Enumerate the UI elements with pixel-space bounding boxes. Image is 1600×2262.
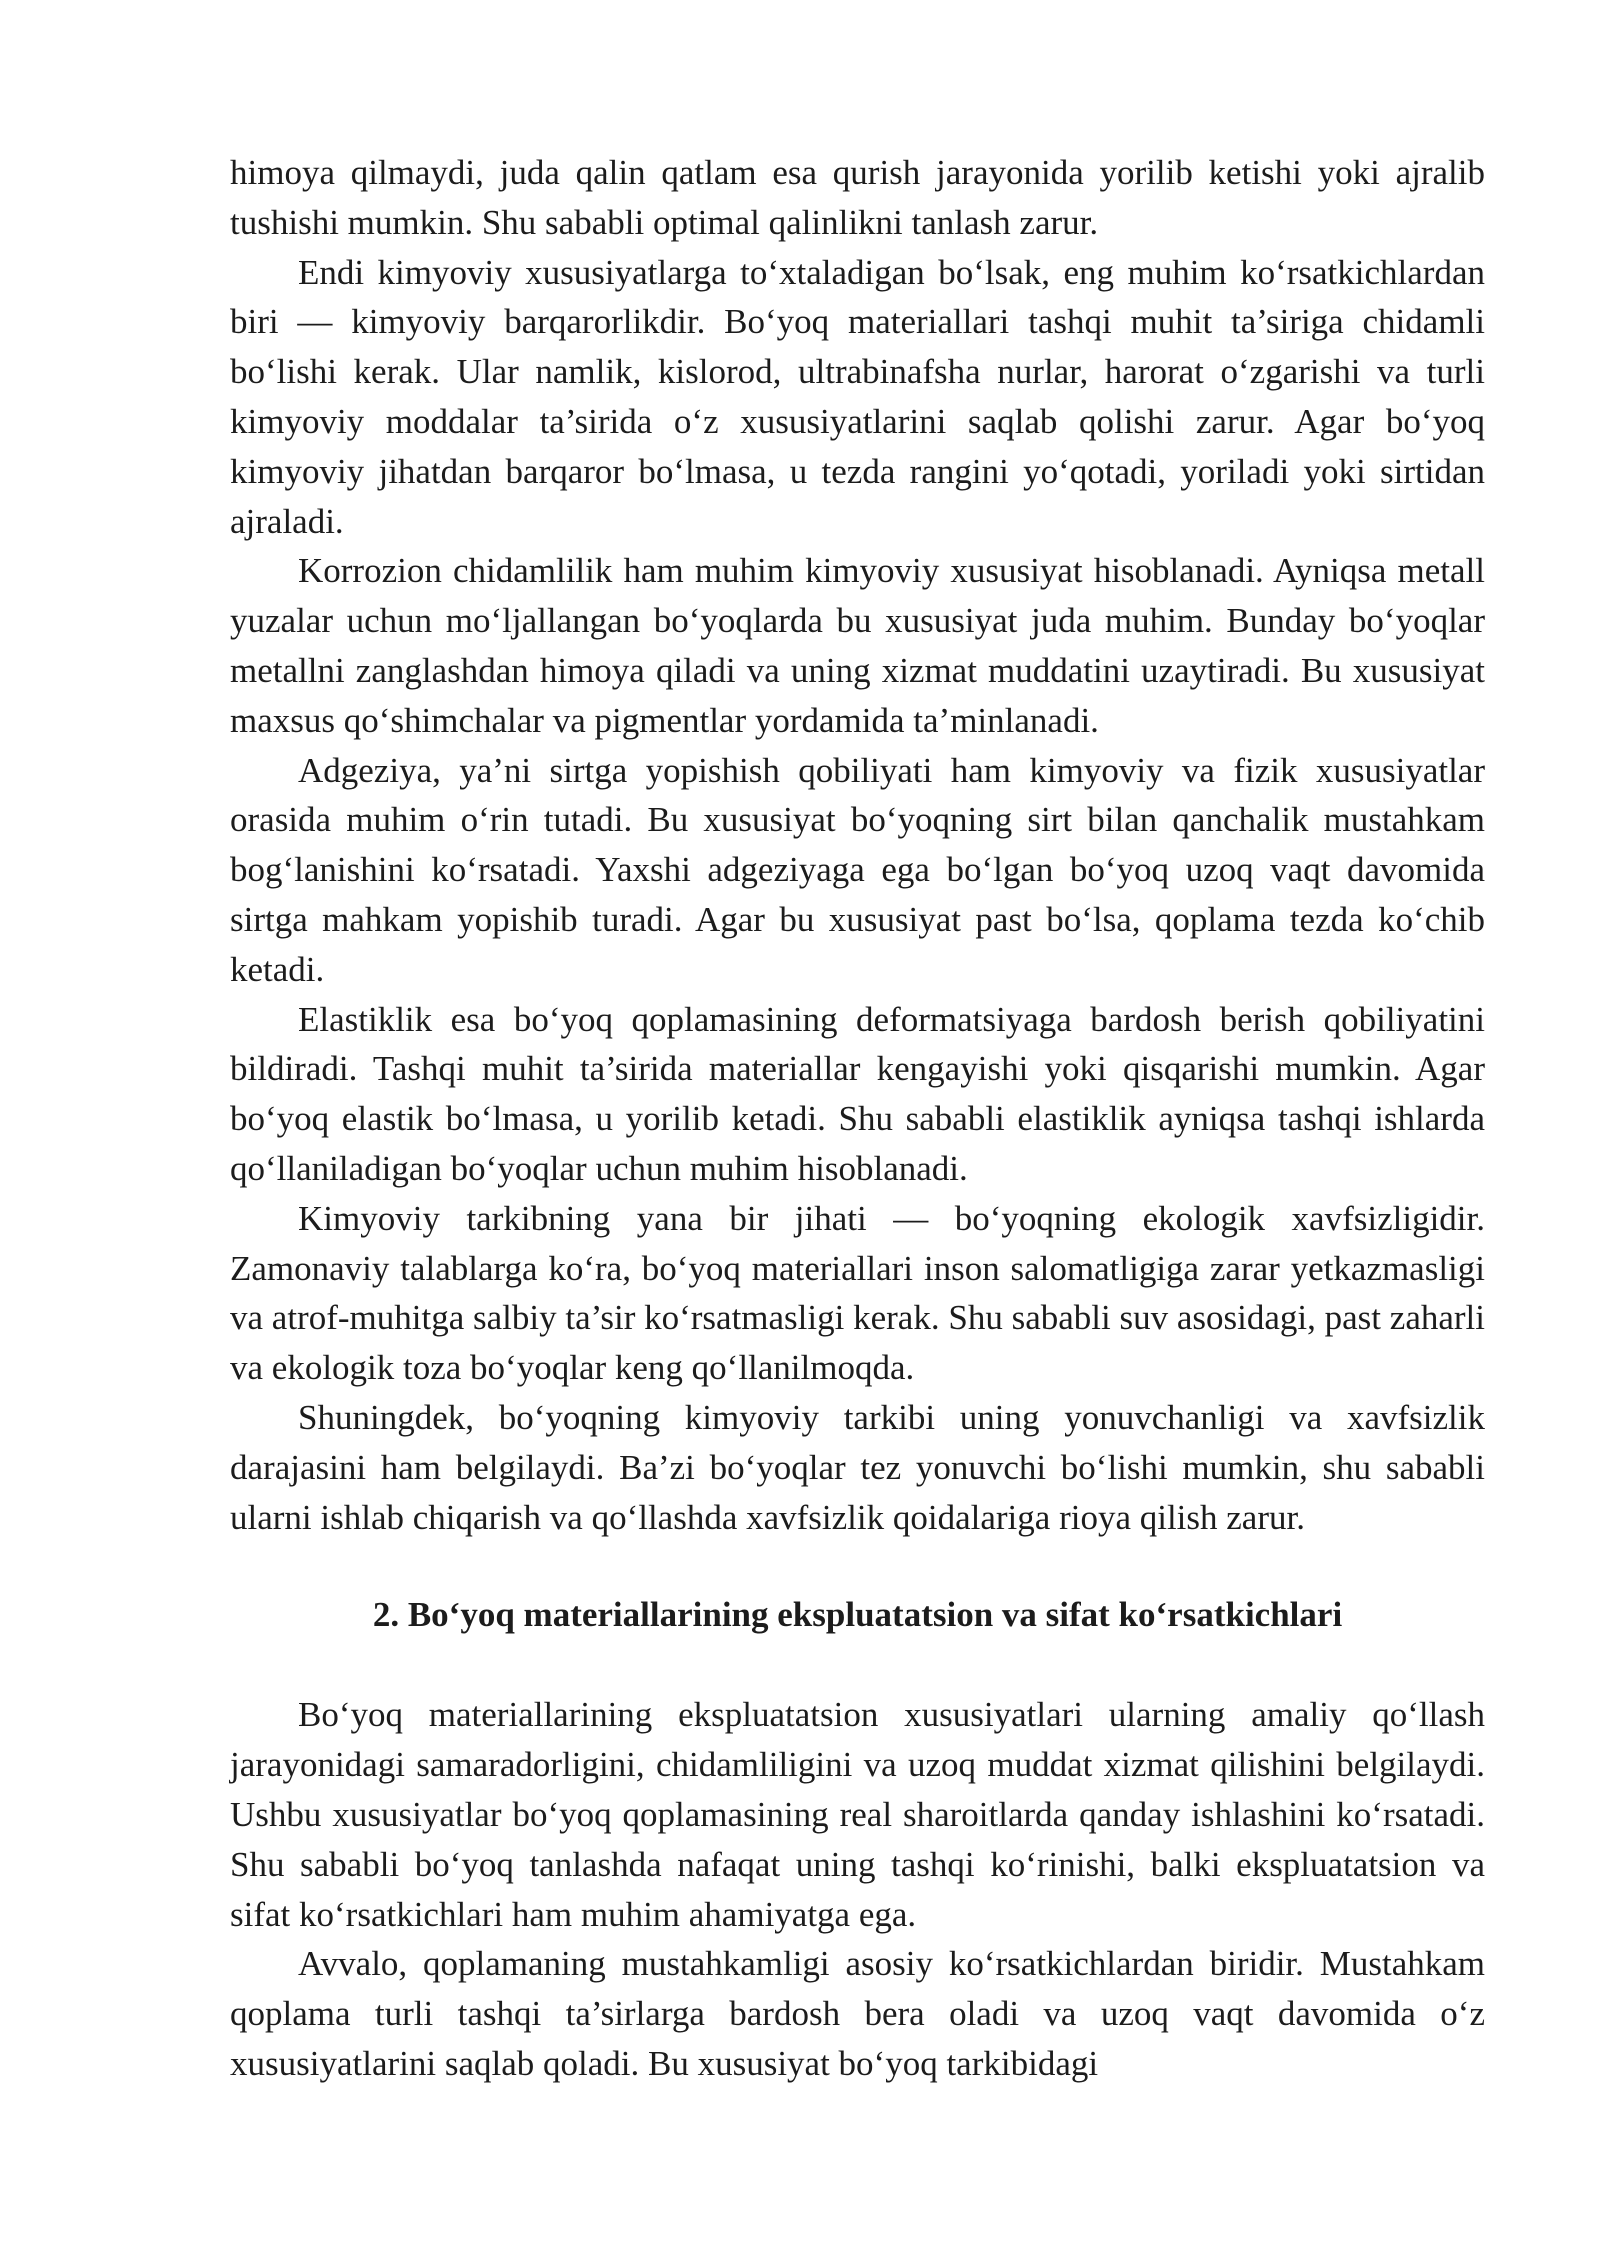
paragraph-corrosion-resistance: Korrozion chidamlilik ham muhim kimyoviy xususiyat hisoblanadi. Ayniqsa metall yuzalar uchun mo‘ljallangan bo‘yoqlarda bu xususiyat juda muhim. Bunday bo‘yoqlar metallni zanglashdan himoya qiladi va uning xizmat muddatini uzaytiradi. Bu xususiyat maxsus qo‘shimchalar va pigmentlar yordamida ta’minlanadi. [230,551,1485,740]
paragraph-operational-properties: Bo‘yoq materiallarining ekspluatatsion xususiyatlari ularning amaliy qo‘llash jarayonidagi samaradorligini, chidamliligini va uzoq muddat xizmat qilishini belgilaydi. Ushbu xususiyatlar bo‘yoq qoplamasining real sharoitlarda qanday ishlashini ko‘rsatadi. Shu sababli bo‘yoq tanlashda nafaqat uning tashqi ko‘rinishi, balki ekspluatatsion va sifat ko‘rsatkichlari ham muhim ahamiyatga ega. [230,1695,1485,1934]
paragraph-flammability: Shuningdek, bo‘yoqning kimyoviy tarkibi uning yonuvchanligi va xavfsizlik darajasini ham belgilaydi. Ba’zi bo‘yoqlar tez yonuvchi bo‘lishi mumkin, shu sababli ularni ishlab chiqarish va qo‘llashda xavfsizlik qoidalariga rioya qilish zarur. [230,1397,1485,1537]
paragraph-continued: himoya qilmaydi, juda qalin qatlam esa qurish jarayonida yorilib ketishi yoki ajralib tushishi mumkin. Shu sababli optimal qalinlikni tanlash zarur. [230,153,1485,242]
paragraph-adhesion: Adgeziya, ya’ni sirtga yopishish qobiliyati ham kimyoviy va fizik xususiyatlar orasida muhim o‘rin tutadi. Bu xususiyat bo‘yoqning sirt bilan qanchalik mustahkam bog‘lanishini ko‘rsatadi. Yaxshi adgeziyaga ega bo‘lgan bo‘yoq uzoq vaqt davomida sirtga mahkam yopishib turadi. Agar bu xususiyat past bo‘lsa, qoplama tezda ko‘chib ketadi. [230,750,1485,989]
paragraph-chemical-stability: Endi kimyoviy xususiyatlarga to‘xtaladigan bo‘lsak, eng muhim ko‘rsatkichlardan biri — kimyoviy barqarorlikdir. Bo‘yoq materiallari tashqi muhit ta’siriga chidamli bo‘lishi kerak. Ular namlik, kislorod, ultrabinafsha nurlar, harorat o‘zgarishi va turli kimyoviy moddalar ta’sirida o‘z xususiyatlarini saqlab qolishi zarur. Agar bo‘yoq kimyoviy jihatdan barqaror bo‘lmasa, u tezda rangini yo‘qotadi, yoriladi yoki sirtidan ajraladi. [230,252,1485,541]
section-heading: 2. Bo‘yoq materiallarining ekspluatatsion va sifat ko‘rsatkichlari [372,1595,1343,1635]
paragraph-ecological-safety: Kimyoviy tarkibning yana bir jihati — bo‘yoqning ekologik xavfsizligidir. Zamonaviy talablarga ko‘ra, bo‘yoq materiallari inson salomatligiga zarar yetkazmasligi va atrof-muhitga salbiy ta’sir ko‘rsatmasligi kerak. Shu sababli suv asosidagi, past zaharli va ekologik toza bo‘yoqlar keng qo‘llanilmoqda. [230,1198,1485,1388]
paragraph-elasticity: Elastiklik esa bo‘yoq qoplamasining deformatsiyaga bardosh berish qobiliyatini bildiradi. Tashqi muhit ta’sirida materiallar kengayishi yoki qisqarishi mumkin. Agar bo‘yoq elastik bo‘lmasa, u yorilib ketadi. Shu sababli elastiklik ayniqsa tashqi ishlarda qo‘llaniladigan bo‘yoqlar uchun muhim hisoblanadi. [230,999,1485,1188]
paragraph-coating-strength: Avvalo, qoplamaning mustahkamligi asosiy ko‘rsatkichlardan biridir. Mustahkam qoplama turli tashqi ta’sirlarga bardosh bera oladi va uzoq vaqt davomida o‘z xususiyatlarini saqlab qoladi. Bu xususiyat bo‘yoq tarkibidagi [230,1944,1485,2083]
page-body [230,148,1485,2089]
